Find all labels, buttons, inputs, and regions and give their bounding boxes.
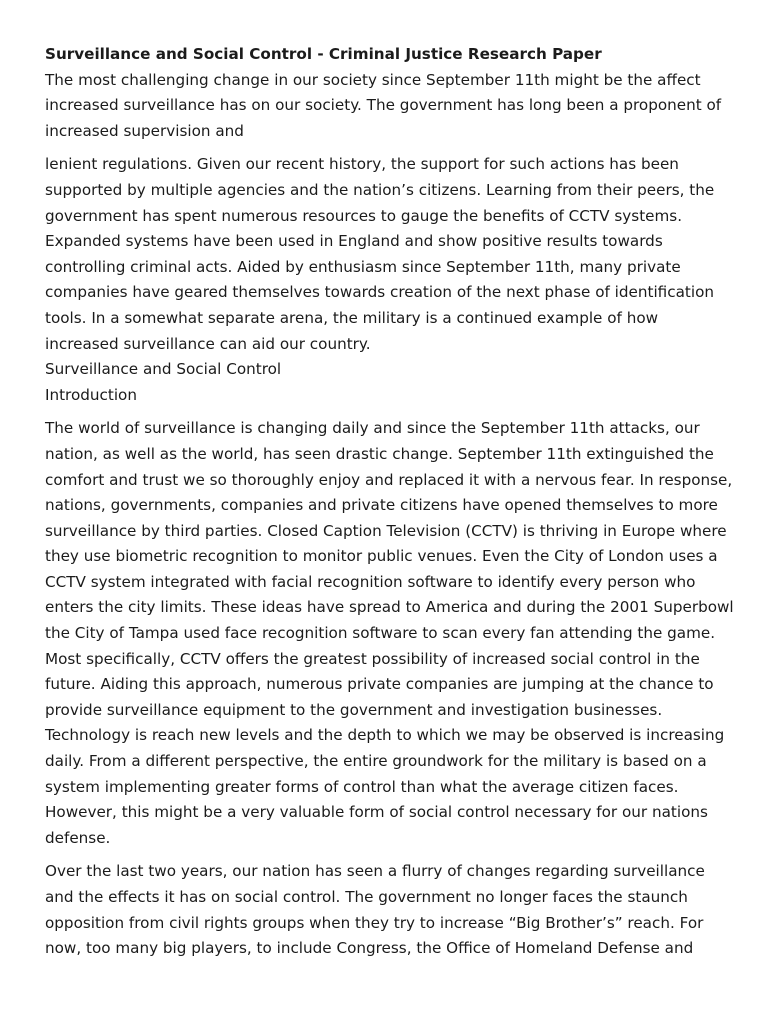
intro-paragraph-part1: The most challenging change in our society since September 11th might be the affect increased surveillance has on our society. The government has long been a proponent of increased supervision and (45, 70, 722, 140)
document-subtitle: Surveillance and Social Control (45, 360, 282, 379)
section-heading-introduction: Introduction (45, 385, 137, 404)
body-paragraph-2: Over the last two years, our nation has seen a flurry of changes regarding surveillance and the effects it has on social control. The government no longer faces the staunch opposition from civil rights groups when they try to increase “Big Brother’s” reach. For now, too many big players, to include Congress, the Office of Homeland Defense and (45, 862, 705, 958)
document-page (45, 42, 735, 962)
intro-paragraph-part2: lenient regulations. Given our recent history, the support for such actions has been supported by multiple agencies and the nation’s citizens. Learning from their peers, the government has spent numerous resources to gauge the benefits of CCTV systems. Expanded systems have been used in England and show positive results towards controlling criminal acts. Aided by enthusiasm since September 11th, many private companies have geared themselves towards creation of the next phase of identification tools. In a somewhat separate arena, the military is a continued example of how increased surveillance can aid our country. (45, 155, 715, 353)
body-paragraph-1: The world of surveillance is changing daily and since the September 11th attacks, our nation, as well as the world, has seen drastic change. September 11th extinguished the comfort and trust we so thoroughly enjoy and replaced it with a nervous fear. In response, nations, governments, companies and private citizens have opened themselves to more surveillance by third parties. Closed Caption Television (CCTV) is thriving in Europe where they use biometric recognition to monitor public venues. Even the City of London uses a CCTV system integrated with facial recognition software to identify every person who enters the city limits. These ideas have spread to America and during the 2001 Superbowl the City of Tampa used face recognition software to scan every fan attending the game. Most specifically, CCTV offers the greatest possibility of increased social control in the future. Aiding this approach, numerous private companies are jumping at the chance to provide surveillance equipment to the government and investigation businesses. Technology is reach new levels and the depth to which we may be observed is increasing daily. From a different perspective, the entire groundwork for the military is based on a system implementing greater forms of control than what the average citizen faces. However, this might be a very valuable form of social control necessary for our nations defense. (45, 419, 734, 847)
document-title: Surveillance and Social Control - Criminal Justice Research Paper (45, 45, 602, 63)
